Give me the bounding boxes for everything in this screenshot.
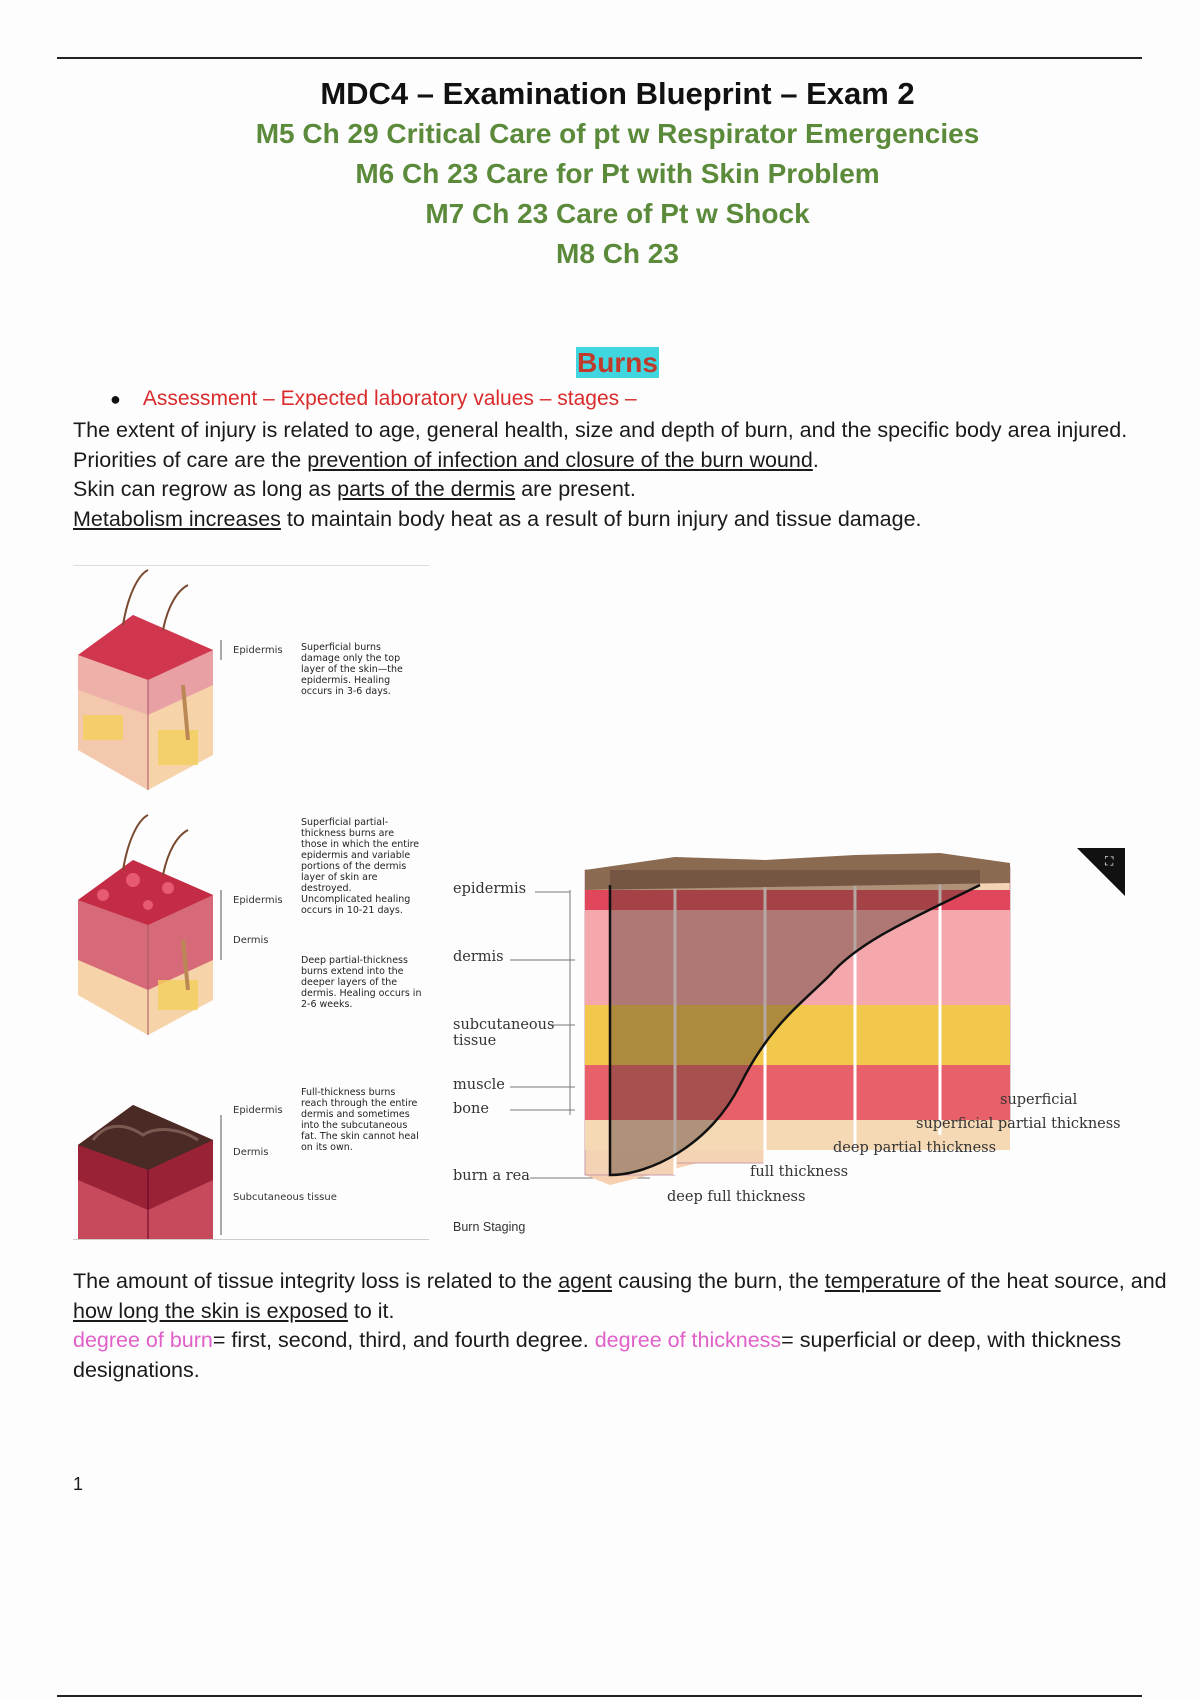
panel3-label-subcutaneous: Subcutaneous tissue [233,1192,337,1203]
skin-blocks [585,853,1010,1185]
intro-line-3 [73,505,1173,535]
panel2-label-dermis: Dermis [233,935,269,946]
label-deep-partial: deep partial thickness [833,1140,997,1156]
text-run: = first, second, third, and fourth degree. [212,1328,595,1352]
intro-paragraph [73,416,1173,534]
burn-depth-figure-left [73,565,429,1240]
text-run: to it. [347,1298,395,1323]
bottom-rule [57,1695,1142,1697]
body-paragraph-2 [73,1267,1173,1385]
section-heading [0,347,1200,379]
partial-thickness-burn-block [78,815,221,1035]
superficial-burn-block [78,570,221,790]
bullet-text: Assessment – Expected laboratory values – stages – [142,387,637,410]
term-degree-of-burn: degree of burn [73,1328,213,1352]
panel1-label-epidermis: Epidermis [233,645,283,656]
label-dermis: dermis [453,949,504,965]
burn-staging-illustration [450,845,1125,1240]
full-thickness-burn-block [78,1105,221,1240]
text-run: . [812,447,819,472]
underlined-text: agent [558,1269,613,1293]
label-deep-full-thickness: deep full thickness [667,1189,806,1205]
subtitle-m7: M7 Ch 23 Care of Pt w Shock [425,198,810,229]
subtitle-m6: M6 Ch 23 Care for Pt with Skin Problem [355,158,880,189]
label-full-thickness: full thickness [750,1164,849,1180]
panel1-note: Superficial burns damage only the top layer of the skin—the epidermis. Healing occurs in 3-6 days. [301,642,403,697]
text-run: Skin can regrow as long as [73,477,338,501]
burn-staging-figure [450,845,1125,1240]
label-burn-area: burn a rea [453,1168,530,1184]
tissue-loss-text [73,1267,1173,1326]
label-muscle: muscle [453,1077,505,1093]
panel2-note-deep-partial: Deep partial-thickness burns extend into the deeper layers of the dermis. Healing occurs in 2-6 weeks. [301,955,422,1010]
figure-border [73,1239,429,1240]
bullet-item [110,387,637,411]
top-rule [57,57,1142,59]
expand-icon[interactable]: ⛶ [1077,848,1125,896]
text-run: The amount of tissue integrity loss is related to the [73,1269,559,1293]
underlined-text: temperature [824,1269,941,1293]
label-superficial: superficial [1000,1092,1078,1108]
underlined-text: how long the skin is exposed [73,1298,348,1323]
text-run: of the heat source, and [940,1269,1167,1293]
degree-definitions [73,1326,1173,1385]
document-title: MDC4 – Examination Blueprint – Exam 2 [320,76,915,111]
figure-caption: Burn Staging [453,1220,526,1234]
subtitle-m5: M5 Ch 29 Critical Care of pt w Respirator Emergencies [255,118,980,149]
section-title-burns: Burns [577,347,658,378]
text-run: to maintain body heat as a result of burn injury and tissue damage. [280,506,922,531]
panel3-note: Full-thickness burns reach through the entire dermis and sometimes into the subcutaneous fat. The skin cannot heal on its own. [301,1087,419,1153]
panel2-label-epidermis: Epidermis [233,895,283,906]
label-bone: bone [453,1101,489,1117]
underlined-text: prevention of infection and closure of the burn wound [307,447,813,472]
panel3-label-dermis: Dermis [233,1147,269,1158]
label-epidermis: epidermis [453,881,527,897]
text-run: are present. [515,477,636,501]
text-run: causing the burn, the [612,1269,825,1293]
bullet-icon: ● [110,389,121,409]
term-degree-of-thickness: degree of thickness [594,1328,782,1352]
text-run: The extent of injury is related to age, general health, size and depth of burn, and the specific body area injured. Priorities of care are the [73,418,1128,472]
underlined-text: Metabolism increases [73,506,281,531]
text-run: = superficial or deep, with thickness designations. [73,1328,1122,1382]
subtitle-m8: M8 Ch 23 [556,238,679,269]
intro-line-2 [73,475,1173,505]
underlined-text: parts of the dermis [337,477,516,501]
label-subcutaneous-tissue: subcutaneous tissue [453,1017,555,1049]
panel3-label-epidermis: Epidermis [233,1105,283,1116]
panel2-note-superficial-partial: Superficial partial-thickness burns are those in which the entire epidermis and variable portions of the dermis layer of skin are destroyed. Uncomplicated healing occurs in 10-21 days. [301,817,420,916]
document-header [0,74,1200,274]
page-number: 1 [73,1474,84,1494]
intro-line-1 [73,416,1173,475]
label-superficial-partial: superficial partial thickness [916,1116,1121,1132]
